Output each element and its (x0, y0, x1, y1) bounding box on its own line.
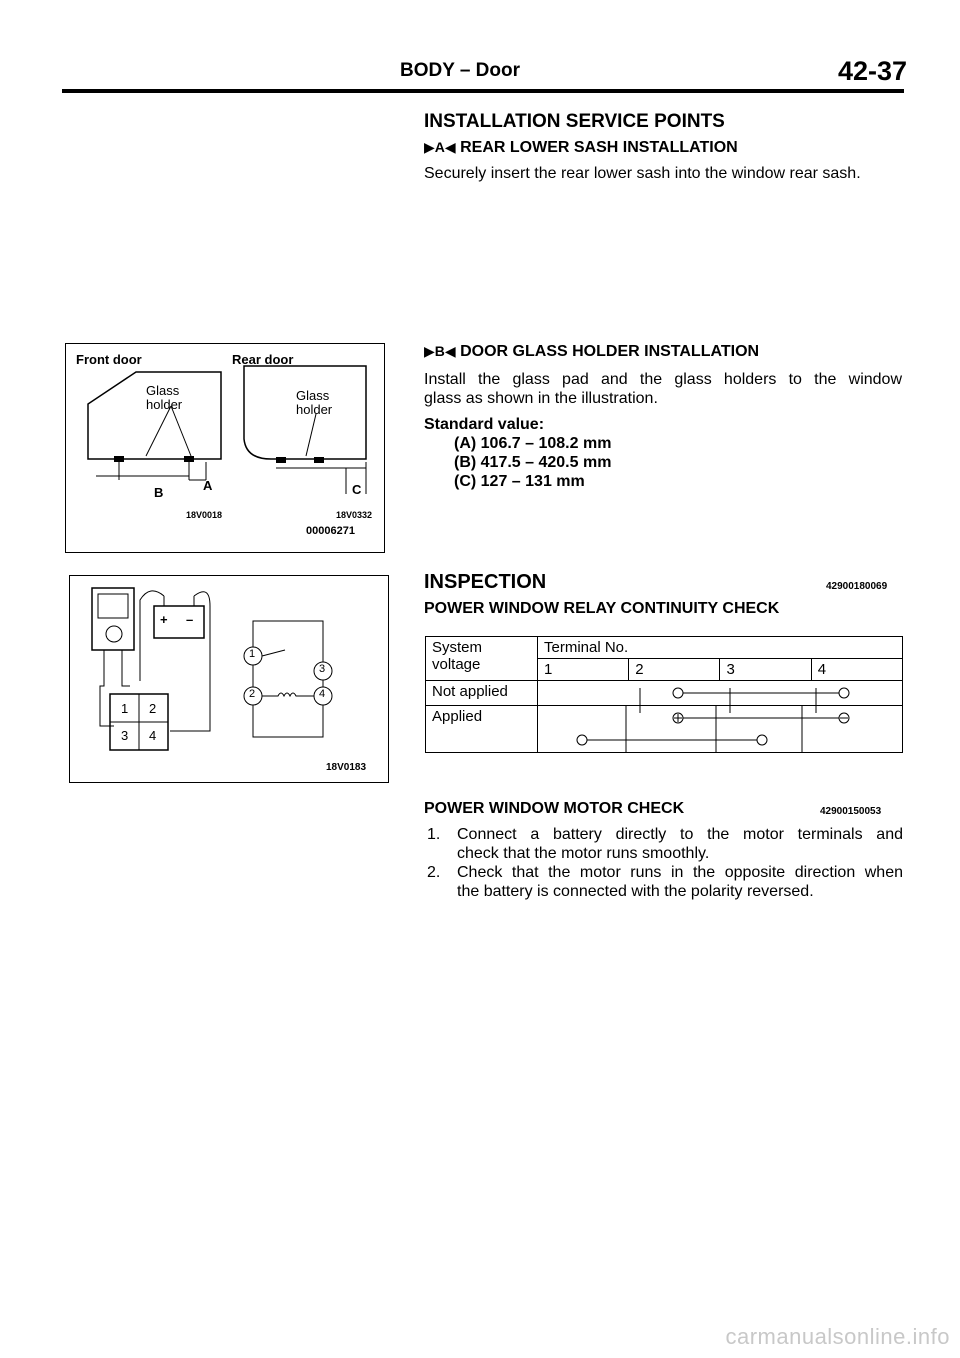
subsection-b-text (424, 370, 902, 408)
marker-b: ▶B◀ (424, 343, 456, 359)
relay-circuit-drawing (70, 576, 388, 782)
table-row (426, 706, 903, 753)
rear-figure-code: 18V0332 (336, 510, 373, 520)
subsection-b-label: DOOR GLASS HOLDER INSTALLATION (460, 343, 760, 360)
dimension-c-label: C (352, 482, 362, 497)
front-door-label: Front door (76, 352, 142, 367)
battery-minus-label: – (186, 612, 194, 627)
relay-terminal-1: 1 (249, 648, 256, 660)
page-number: 42-37 (838, 56, 908, 86)
standard-value-b: (B) 417.5 – 420.5 mm (454, 454, 612, 471)
motor-check-code: 42900150053 (820, 806, 882, 817)
standard-value-c: (C) 127 – 131 mm (454, 473, 585, 490)
battery-plus-label: + (160, 612, 168, 627)
list-item (427, 863, 903, 901)
list-item (427, 825, 903, 863)
terminal-header-2: 2 (629, 659, 720, 681)
continuity-applied-icon (538, 706, 902, 752)
motor-check-steps (427, 825, 903, 901)
step-2-line2: the battery is connected with the polarity reversed. (457, 883, 814, 900)
watermark: carmanualsonline.info (725, 1324, 950, 1349)
system-voltage-line2: voltage (432, 656, 481, 673)
relay-continuity-table (425, 636, 903, 753)
standard-values (454, 434, 611, 491)
figure-relay-check (69, 575, 389, 783)
subsection-b-title (424, 343, 759, 361)
glass-holder-front-line2: holder (146, 397, 183, 412)
door-glass-drawing (66, 344, 384, 552)
glass-holder-rear-line1: Glass (296, 388, 330, 403)
row-applied-label: Applied (426, 706, 538, 753)
relay-terminal-4: 4 (319, 688, 326, 700)
row-applied-continuity (538, 706, 903, 753)
glass-holder-front-label (146, 384, 182, 412)
connector-pin-4: 4 (149, 728, 157, 743)
system-voltage-line1: System (432, 639, 483, 656)
marker-a: ▶A◀ (424, 139, 456, 155)
figure2-code: 18V0183 (326, 762, 367, 773)
figure-main-code: 00006271 (306, 525, 355, 537)
glass-holder-front-line1: Glass (146, 383, 180, 398)
step-2-number: 2. (427, 864, 441, 881)
header-rule (62, 89, 904, 93)
inspection-heading: INSPECTION (424, 571, 547, 593)
subsection-a-label: REAR LOWER SASH INSTALLATION (460, 139, 738, 156)
subsection-a-title (424, 139, 738, 157)
step-1-number: 1. (427, 826, 441, 843)
table-row (426, 637, 903, 659)
step-1-line1: Connect a battery directly to the motor terminals and (457, 826, 903, 843)
relay-check-title: POWER WINDOW RELAY CONTINUITY CHECK (424, 600, 780, 617)
connector-pin-3: 3 (121, 728, 129, 743)
system-voltage-header (426, 637, 538, 681)
dimension-a-label: A (203, 478, 213, 493)
inspection-code: 42900180069 (826, 581, 888, 592)
figure-glass-holder (65, 343, 385, 553)
terminal-header-3: 3 (720, 659, 811, 681)
subsection-a-text: Securely insert the rear lower sash into the window rear sash. (424, 165, 861, 182)
table-row (426, 681, 903, 706)
relay-terminal-3: 3 (319, 663, 326, 675)
rear-door-label: Rear door (232, 352, 294, 367)
connector-pin-2: 2 (149, 701, 157, 716)
section-title: BODY – Door (400, 60, 521, 81)
glass-holder-rear-line2: holder (296, 402, 333, 417)
glass-holder-rear-label (296, 389, 332, 417)
terminal-header-4: 4 (811, 659, 902, 681)
terminal-header-1: 1 (538, 659, 629, 681)
installation-heading: INSTALLATION SERVICE POINTS (424, 111, 725, 132)
continuity-not-applied-icon (538, 681, 902, 705)
step-1-line2: check that the motor runs smoothly. (457, 845, 710, 862)
terminal-no-header: Terminal No. (538, 637, 903, 659)
relay-terminal-2: 2 (249, 688, 256, 700)
row-not-applied-continuity (538, 681, 903, 706)
motor-check-title: POWER WINDOW MOTOR CHECK (424, 800, 685, 817)
standard-value-label: Standard value: (424, 416, 545, 433)
connector-pin-1: 1 (121, 701, 129, 716)
step-2-line1: Check that the motor runs in the opposite direction when (457, 864, 903, 881)
subsection-b-line1: Install the glass pad and the glass holders to the window (424, 371, 902, 388)
subsection-b-line2: glass as shown in the illustration. (424, 390, 658, 407)
row-not-applied-label: Not applied (426, 681, 538, 706)
standard-value-a: (A) 106.7 – 108.2 mm (454, 435, 612, 452)
dimension-b-label: B (154, 485, 164, 500)
front-figure-code: 18V0018 (186, 510, 223, 520)
